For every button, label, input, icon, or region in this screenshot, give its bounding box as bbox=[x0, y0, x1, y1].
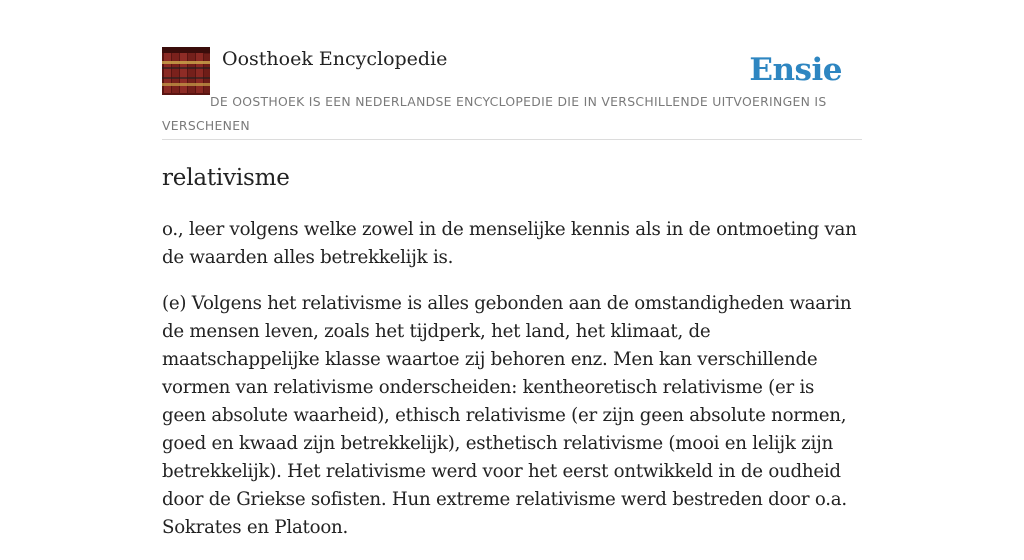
article-title: relativisme bbox=[162, 165, 290, 191]
brand-logo[interactable]: Ensie bbox=[749, 52, 842, 88]
encyclopedia-books-avatar[interactable] bbox=[162, 47, 210, 95]
site-name[interactable]: Oosthoek Encyclopedie bbox=[222, 48, 448, 70]
article-paragraph-2: (e) Volgens het relativisme is alles gebonden aan de omstandigheden waarin de mensen leven, zoals het tijdperk, het land, het klimaat, de maatschappelijke klasse waartoe zij behoren enz. Men kan verschillende vormen van relativisme onderscheiden: kentheoretisch relativisme (er is geen absolute waarheid), ethisch relativisme (er zijn geen absolute normen, goed en kwaad zijn betrekkelijk), esthetisch relativisme (mooi en lelijk zijn betrekkelijk). Het relativisme werd voor het eerst ontwikkeld in de oudheid door de Griekse sofisten. Hun extreme relativisme werd bestreden door o.a. Sokrates en Platoon. bbox=[162, 293, 852, 538]
article-paragraph-1: o., leer volgens welke zowel in de menselijke kennis als in de ontmoeting van de waarden alles betrekkelijk is. bbox=[162, 219, 857, 268]
site-tagline: DE OOSTHOEK IS EEN NEDERLANDSE ENCYCLOPEDIE DIE IN VERSCHILLENDE UITVOERINGEN IS VERSCHENEN bbox=[162, 94, 827, 133]
site-header bbox=[162, 46, 862, 140]
article bbox=[162, 160, 862, 560]
books-icon bbox=[162, 47, 210, 95]
